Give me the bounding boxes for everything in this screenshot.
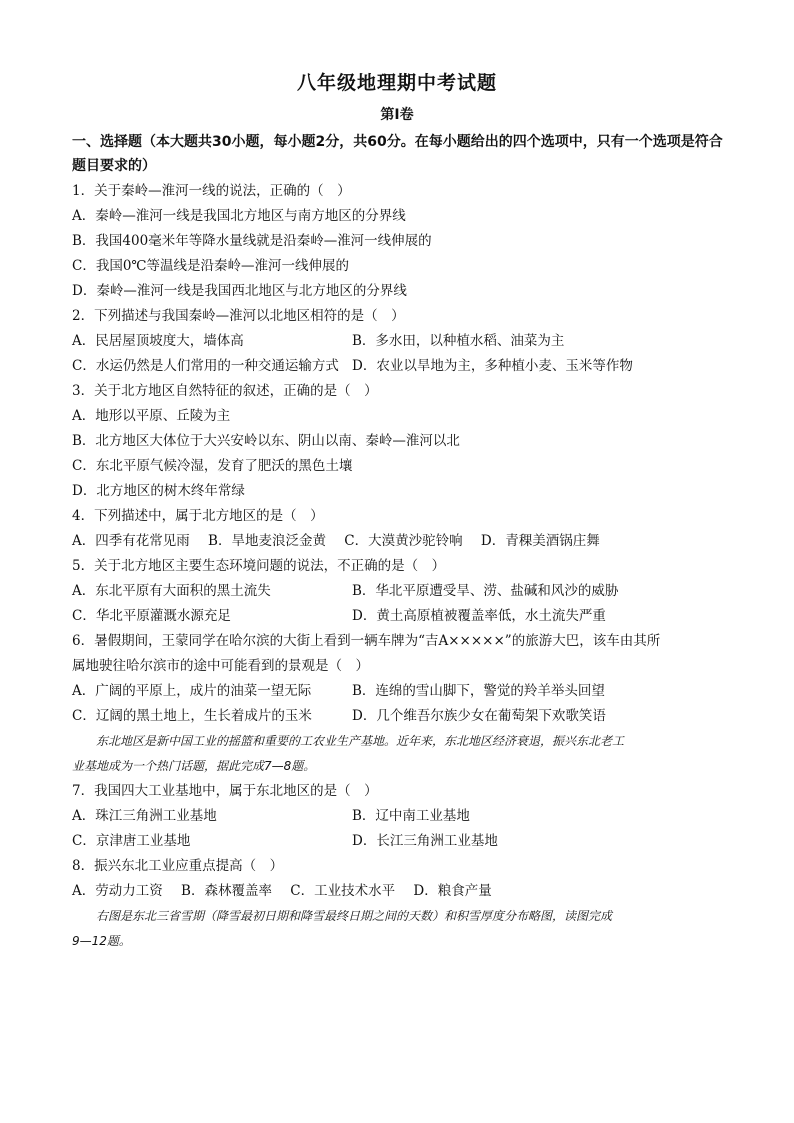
- question-4-options-row: [72, 529, 732, 554]
- question-7-options-row-1: [72, 804, 732, 829]
- question-2-option-d: D．农业以旱地为主，多种植小麦、玉米等作物: [352, 358, 633, 374]
- question-1-option-d: D．秦岭—淮河一线是我国西北地区与北方地区的分界线: [72, 283, 407, 299]
- question-5-option-c: C．华北平原灌溉水源充足: [72, 608, 231, 624]
- question-1-stem: 1．关于秦岭—淮河一线的说法，正确的（ ）: [72, 183, 351, 199]
- question-3-option-a: A．地形以平原、丘陵为主: [72, 408, 231, 424]
- question-8-option-d: D．粮食产量: [413, 883, 492, 899]
- question-4-option-b: B．旱地麦浪泛金黄: [208, 533, 326, 549]
- question-4-stem: 4．下列描述中，属于北方地区的是（ ）: [72, 508, 324, 524]
- question-7-options-row-2: [72, 829, 732, 854]
- question-1-option-b: B．我国400毫米年等降水量线就是沿秦岭—淮河一线伸展的: [72, 233, 432, 249]
- reading-passage-1-line-2: 业基地成为一个热门话题，据此完成7—8题。: [72, 759, 316, 773]
- question-8-option-c: C．工业技术水平: [290, 883, 396, 899]
- question-3-option-b: B．北方地区大体位于大兴安岭以东、阴山以南、秦岭—淮河以北: [72, 433, 460, 449]
- question-5-option-d: D．黄土高原植被覆盖率低，水土流失严重: [352, 608, 606, 624]
- question-6-options-row-1: [72, 679, 732, 704]
- question-7-option-d: D．长江三角洲工业基地: [352, 833, 498, 849]
- question-4-option-a: A．四季有花常见雨: [72, 533, 190, 549]
- question-1-option-c: C．我国0℃等温线是沿秦岭—淮河一线伸展的: [72, 258, 350, 274]
- question-6-stem-line-1: 6．暑假期间，王蒙同学在哈尔滨的大街上看到一辆车牌为“吉A×××××”的旅游大巴，该车由其所: [72, 633, 661, 649]
- reading-passage-2-line-1: 右图是东北三省雪期（降雪最初日期和降雪最终日期之间的天数）和积雪厚度分布略图，读图完成: [96, 909, 613, 923]
- section-heading: 一、选择题（本大题共30小题，每小题2分，共60分。在每小题给出的四个选项中，只有一个选项是符合题目要求的）: [72, 134, 723, 174]
- question-7-option-b: B．辽中南工业基地: [352, 808, 470, 824]
- page-title: 八年级地理期中考试题: [296, 72, 497, 94]
- question-6-options-row-2: [72, 704, 732, 729]
- question-6-option-c: C．辽阔的黑土地上，生长着成片的玉米: [72, 708, 312, 724]
- question-list: [72, 179, 732, 954]
- volume-label: 第Ⅰ卷: [380, 107, 414, 123]
- question-5-options-row-2: [72, 604, 732, 629]
- question-2-option-a: A．民居屋顶坡度大，墙体高: [72, 333, 244, 349]
- question-8-options-row: [72, 879, 732, 904]
- reading-passage-1-line-1: 东北地区是新中国工业的摇篮和重要的工农业生产基地。近年来，东北地区经济衰退，振兴东北老工: [96, 734, 625, 748]
- question-5-option-b: B．华北平原遭受旱、涝、盐碱和风沙的威胁: [352, 583, 619, 599]
- question-2-options-row-1: [72, 329, 732, 354]
- question-6-stem-line-2: 属地驶往哈尔滨市的途中可能看到的景观是（ ）: [72, 658, 369, 674]
- reading-passage-2-line-2: 9—12题。: [72, 934, 131, 948]
- question-2-options-row-2: [72, 354, 732, 379]
- question-8-option-b: B．森林覆盖率: [181, 883, 272, 899]
- question-3-option-d: D．北方地区的树木终年常绿: [72, 483, 245, 499]
- question-2-stem: 2．下列描述与我国秦岭—淮河以北地区相符的是（ ）: [72, 308, 405, 324]
- question-1-option-a: A．秦岭—淮河一线是我国北方地区与南方地区的分界线: [72, 208, 406, 224]
- question-7-option-c: C．京津唐工业基地: [72, 833, 191, 849]
- question-4-option-d: D．青稞美酒锅庄舞: [480, 533, 600, 549]
- question-3-option-c: C．东北平原气候冷湿，发育了肥沃的黑色土壤: [72, 458, 353, 474]
- question-8-option-a: A．劳动力工资: [72, 883, 163, 899]
- question-8-stem: 8．振兴东北工业应重点提高（ ）: [72, 858, 284, 874]
- question-6-option-d: D．几个维吾尔族少女在葡萄架下欢歌笑语: [352, 708, 606, 724]
- question-5-options-row-1: [72, 579, 732, 604]
- question-2-option-b: B．多水田，以种植水稻、油菜为主: [352, 333, 565, 349]
- question-4-option-c: C．大漠黄沙驼铃响: [344, 533, 463, 549]
- question-2-option-c: C．水运仍然是人们常用的一种交通运输方式: [72, 358, 339, 374]
- question-3-stem: 3．关于北方地区自然特征的叙述，正确的是（ ）: [72, 383, 378, 399]
- question-5-option-a: A．东北平原有大面积的黑土流失: [72, 583, 271, 599]
- question-7-stem: 7．我国四大工业基地中，属于东北地区的是（ ）: [72, 783, 378, 799]
- question-7-option-a: A．珠江三角洲工业基地: [72, 808, 217, 824]
- question-5-stem: 5．关于北方地区主要生态环境问题的说法，不正确的是（ ）: [72, 558, 446, 574]
- question-6-option-b: B．连绵的雪山脚下，警觉的羚羊举头回望: [352, 683, 605, 699]
- question-6-option-a: A．广阔的平原上，成片的油菜一望无际: [72, 683, 312, 699]
